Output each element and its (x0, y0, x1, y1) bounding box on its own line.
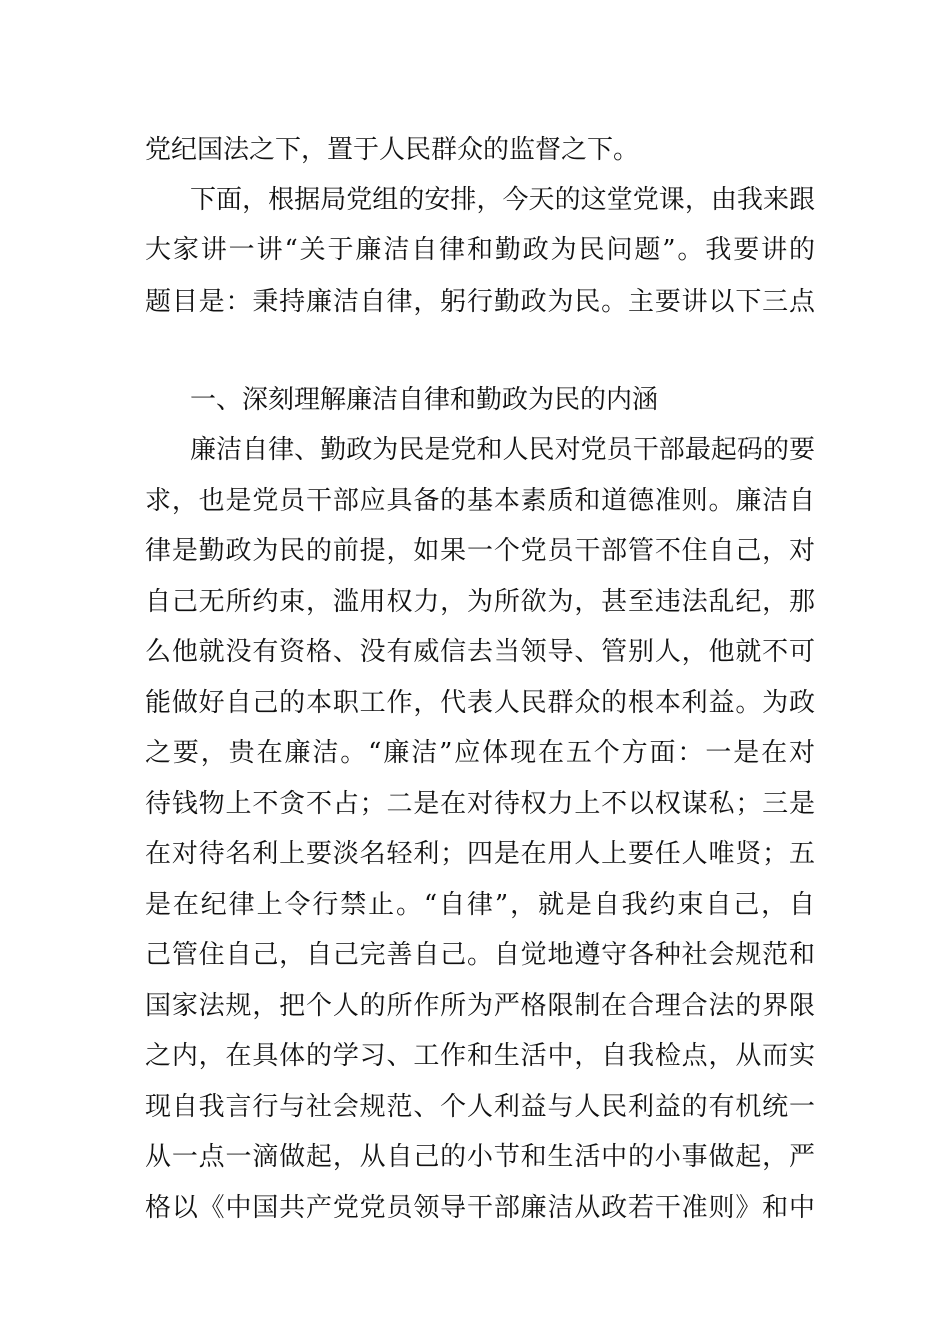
text-line-15: 己管住自己，自己完善自己。自觉地遵守各种社会规范和 (145, 940, 815, 970)
text-line-16: 国家法规，把个人的所作所为严格限制在合理合法的界限 (145, 991, 815, 1021)
text-line-7: 律是勤政为民的前提，如果一个党员干部管不住自己，对 (145, 536, 815, 566)
text-line-5: 廉洁自律、勤政为民是党和人民对党员干部最起码的要 (190, 435, 815, 465)
text-line-3: 大家讲一讲“关于廉洁自律和勤政为民问题”。我要讲的 (145, 235, 815, 265)
text-line-18: 现自我言行与社会规范、个人利益与人民利益的有机统一 (145, 1092, 815, 1122)
text-line-20: 格以《中国共产党党员领导干部廉洁从政若干准则》和中 (145, 1193, 815, 1223)
text-line-19: 从一点一滴做起，从自己的小节和生活中的小事做起，严 (145, 1142, 815, 1172)
text-line-2: 下面，根据局党组的安排，今天的这堂党课，由我来跟 (190, 185, 815, 215)
text-line-11: 之要，贵在廉洁。“廉洁”应体现在五个方面：一是在对 (145, 738, 815, 768)
text-line-12: 待钱物上不贪不占；二是在对待权力上不以权谋私；三是 (145, 789, 815, 819)
text-line-1: 党纪国法之下，置于人民群众的监督之下。 (145, 135, 640, 165)
text-line-4: 题目是：秉持廉洁自律，躬行勤政为民。主要讲以下三点 (145, 287, 815, 317)
text-line-6: 求，也是党员干部应具备的基本素质和道德准则。廉洁自 (145, 486, 815, 516)
text-line-10: 能做好自己的本职工作，代表人民群众的根本利益。为政 (145, 688, 815, 718)
text-line-8: 自己无所约束，滥用权力，为所欲为，甚至违法乱纪，那 (145, 587, 815, 617)
text-line-14: 是在纪律上令行禁止。“自律”，就是自我约束自己，自 (145, 890, 815, 920)
section-heading: 一、深刻理解廉洁自律和勤政为民的内涵 (190, 385, 659, 415)
text-line-17: 之内，在具体的学习、工作和生活中，自我检点，从而实 (145, 1041, 815, 1071)
text-line-13: 在对待名利上要淡名轻利；四是在用人上要任人唯贤；五 (145, 839, 815, 869)
text-line-9: 么他就没有资格、没有威信去当领导、管别人，他就不可 (145, 637, 815, 667)
